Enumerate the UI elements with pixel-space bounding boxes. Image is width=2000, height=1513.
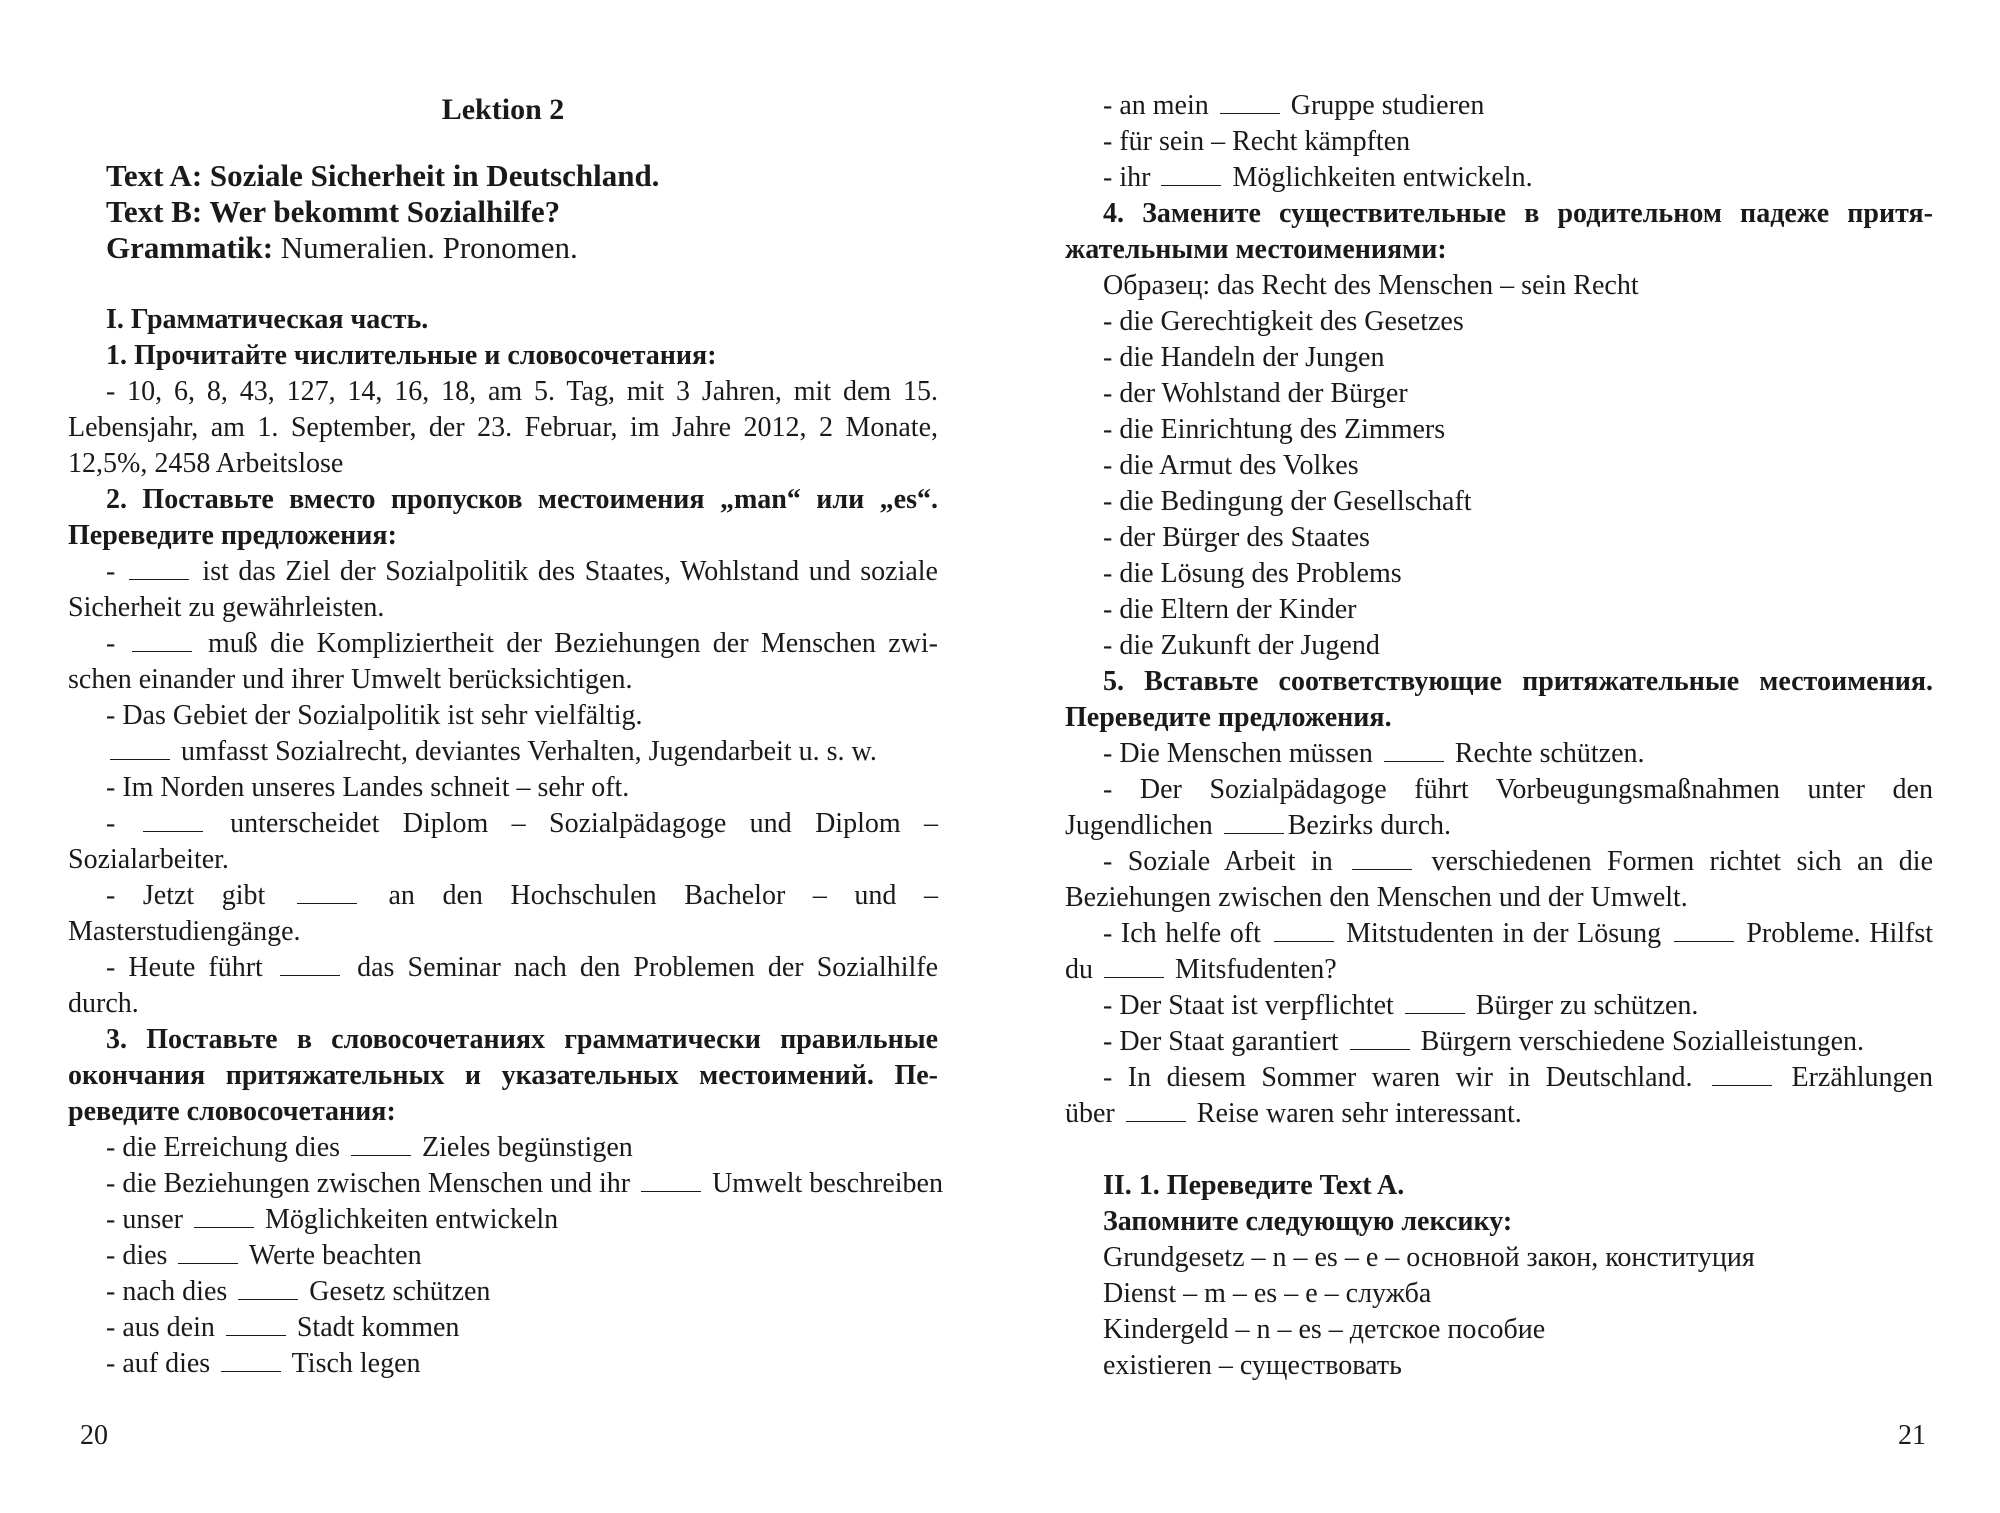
exercise-5-subtitle: Переведите предложения. (1065, 702, 1392, 733)
exercise-5-sentence: - Der Sozialpädagoge führt Vorbeugungsmaßnahmen unter den (1103, 774, 1933, 805)
exercise-4-title: 4. Замените существительные в родительном падеже притя- (1103, 198, 1933, 229)
blank (1104, 957, 1164, 978)
exercise-5-sentence: Beziehungen zwischen den Menschen und der Umwelt. (1065, 882, 1688, 913)
exercise-3-item: - die Beziehungen zwischen Menschen und ihr Umwelt beschreiben (106, 1168, 943, 1199)
exercise-3-item: - für sein – Recht kämpften (1103, 126, 1411, 157)
grammatik-label: Grammatik: (106, 230, 274, 265)
text-a-heading: Text A: Soziale Sicherheit in Deutschland. (106, 158, 660, 193)
page-number-right: 21 (1898, 1420, 1926, 1451)
exercise-3-item: - an mein Gruppe studieren (1103, 90, 1485, 121)
exercise-2-sentence: - Im Norden unseres Landes schneit – sehr oft. (106, 772, 630, 803)
exercise-2-title: 2. Поставьте вместо пропусков местоимения „man“ или „es“. (106, 484, 938, 515)
blank (1674, 921, 1734, 942)
vocab-item: Grundgesetz – n – es – e – основной закон, конституция (1103, 1242, 1755, 1273)
blank (132, 631, 192, 652)
blank (1350, 1029, 1410, 1050)
grammatik-heading (68, 230, 938, 266)
exercise-3-title: 3. Поставьте в словосочетаниях грамматически правильные (106, 1024, 938, 1055)
blank (1220, 93, 1280, 114)
exercise-5-sentence: - Der Staat ist verpflichtet Bürger zu schützen. (1103, 990, 1699, 1021)
exercise-3-item: - unser Möglichkeiten entwickeln (106, 1204, 559, 1235)
blank (1384, 741, 1444, 762)
exercise-1-title: 1. Прочитайте числительные и словосочетания: (106, 340, 717, 371)
exercise-1-line: Lebensjahr, am 1. September, der 23. Februar, im Jahre 2012, 2 Monate, (68, 412, 938, 443)
exercise-3-item: - auf dies Tisch legen (106, 1348, 421, 1379)
lesson-title: Lektion 2 (441, 93, 565, 126)
right-column (1065, 88, 1933, 1384)
vocab-item: existieren – существовать (1103, 1350, 1402, 1381)
exercise-5-sentence: - Ich helfe oft Mitstudenten in der Lösung Probleme. Hilfst (1103, 918, 1934, 949)
blank (226, 1315, 286, 1336)
exercise-3-item: - nach dies Gesetz schützen (106, 1276, 491, 1307)
exercise-2-sentence: - muß die Kompliziertheit der Beziehungen der Menschen zwi- (106, 628, 938, 659)
exercise-2-sentence: - Heute führt das Seminar nach den Problemen der Sozialhilfe (106, 952, 939, 983)
exercise-2-sentence: - ist das Ziel der Sozialpolitik des Staates, Wohlstand und soziale (106, 556, 938, 587)
vocab-item: Dienst – m – es – e – служба (1103, 1278, 1432, 1309)
blank (641, 1171, 701, 1192)
exercise-2-sentence: schen einander und ihrer Umwelt berücksichtigen. (68, 664, 633, 695)
exercise-2-sentence: - Das Gebiet der Sozialpolitik ist sehr vielfältig. (106, 700, 643, 731)
blank (1161, 165, 1221, 186)
exercise-2-sentence: durch. (68, 988, 139, 1019)
blank (221, 1351, 281, 1372)
left-column (68, 90, 943, 1382)
exercise-5-sentence: du Mitsfudenten? (1065, 954, 1337, 985)
exercise-1-line: 12,5%, 2458 Arbeitslose (68, 448, 344, 479)
exercise-5-sentence: - In diesem Sommer waren wir in Deutschland. Erzählungen (1103, 1062, 1933, 1093)
blank (129, 559, 189, 580)
exercise-2-sentence: Sozialarbeiter. (68, 844, 229, 875)
section-2-title: II. 1. Переведите Text A. (1103, 1170, 1405, 1201)
exercise-2-subtitle: Переведите предложения: (68, 520, 397, 551)
exercise-3-item: - ihr Möglichkeiten entwickeln. (1103, 162, 1533, 193)
exercise-2-sentence: Sicherheit zu gewährleisten. (68, 592, 385, 623)
page-number-left: 20 (80, 1420, 108, 1451)
exercise-5-sentence: Jugendlichen Bezirks durch. (1065, 810, 1452, 841)
vocab-item: Kindergeld – n – es – детское пособие (1103, 1314, 1546, 1345)
blank (1352, 849, 1412, 870)
blank (1712, 1065, 1772, 1086)
blank (178, 1243, 238, 1264)
exercise-4-item: - die Einrichtung des Zimmers (1103, 414, 1446, 445)
blank (194, 1207, 254, 1228)
blank (1405, 993, 1465, 1014)
exercise-2-sentence: - Jetzt gibt an den Hochschulen Bachelor – und – (106, 880, 938, 911)
blank (297, 883, 357, 904)
exercise-4-sample: Образец: das Recht des Menschen – sein Recht (1103, 270, 1639, 301)
grammatik-value: Numeralien. Pronomen. (273, 230, 578, 265)
exercise-4-item: - der Bürger des Staates (1103, 522, 1370, 553)
blank (110, 739, 170, 760)
exercise-4-item: - die Gerechtigkeit des Gesetzes (1103, 306, 1464, 337)
blank (351, 1135, 411, 1156)
exercise-1-line: - 10, 6, 8, 43, 127, 14, 16, 18, am 5. Tag, mit 3 Jahren, mit dem 15. (106, 376, 938, 407)
exercise-4-item: - die Zukunft der Jugend (1103, 630, 1380, 661)
exercise-4-item: - die Lösung des Problems (1103, 558, 1402, 589)
exercise-3-title: реведите словосочетания: (68, 1096, 396, 1127)
text-b-heading: Text B: Wer bekommt Sozialhilfe? (106, 194, 561, 229)
exercise-3-item: - dies Werte beachten (106, 1240, 422, 1271)
exercise-4-item: - die Bedingung der Gesellschaft (1103, 486, 1472, 517)
blank (143, 811, 203, 832)
exercise-3-title: окончания притяжательных и указательных местоимений. Пе- (68, 1060, 938, 1091)
blank (1126, 1101, 1186, 1122)
exercise-4-item: - die Handeln der Jungen (1103, 342, 1385, 373)
section-2-subtitle: Запомните следующую лексику: (1103, 1206, 1513, 1237)
section-1-title: I. Грамматическая часть. (106, 304, 429, 335)
exercise-2-sentence: umfasst Sozialrecht, deviantes Verhalten, Jugendarbeit u. s. w. (68, 734, 938, 770)
exercise-2-sentence: Masterstudiengänge. (68, 916, 301, 947)
exercise-5-sentence: - Die Menschen müssen Rechte schützen. (1103, 738, 1645, 769)
exercise-5-sentence: - Soziale Arbeit in verschiedenen Formen richtet sich an die (1103, 846, 1933, 877)
exercise-5-title: 5. Вставьте соответствующие притяжательные местоимения. (1103, 666, 1933, 697)
exercise-3-item: - aus dein Stadt kommen (106, 1312, 460, 1343)
exercise-4-item: - die Armut des Volkes (1103, 450, 1359, 481)
exercise-4-item: - die Eltern der Kinder (1103, 594, 1357, 625)
exercise-2-sentence: - unterscheidet Diplom – Sozialpädagoge und Diplom – (106, 808, 938, 839)
exercise-4-title: жательными местоимениями: (1065, 234, 1447, 265)
blank (280, 955, 340, 976)
blank (1274, 921, 1334, 942)
exercise-5-sentence: über Reise waren sehr interessant. (1065, 1098, 1522, 1129)
exercise-4-item: - der Wohlstand der Bürger (1103, 378, 1408, 409)
exercise-5-sentence: - Der Staat garantiert Bürgern verschiedene Sozialleistungen. (1103, 1026, 1865, 1057)
blank (238, 1279, 298, 1300)
exercise-3-item: - die Erreichung dies Zieles begünstigen (106, 1132, 633, 1163)
blank (1224, 813, 1284, 834)
